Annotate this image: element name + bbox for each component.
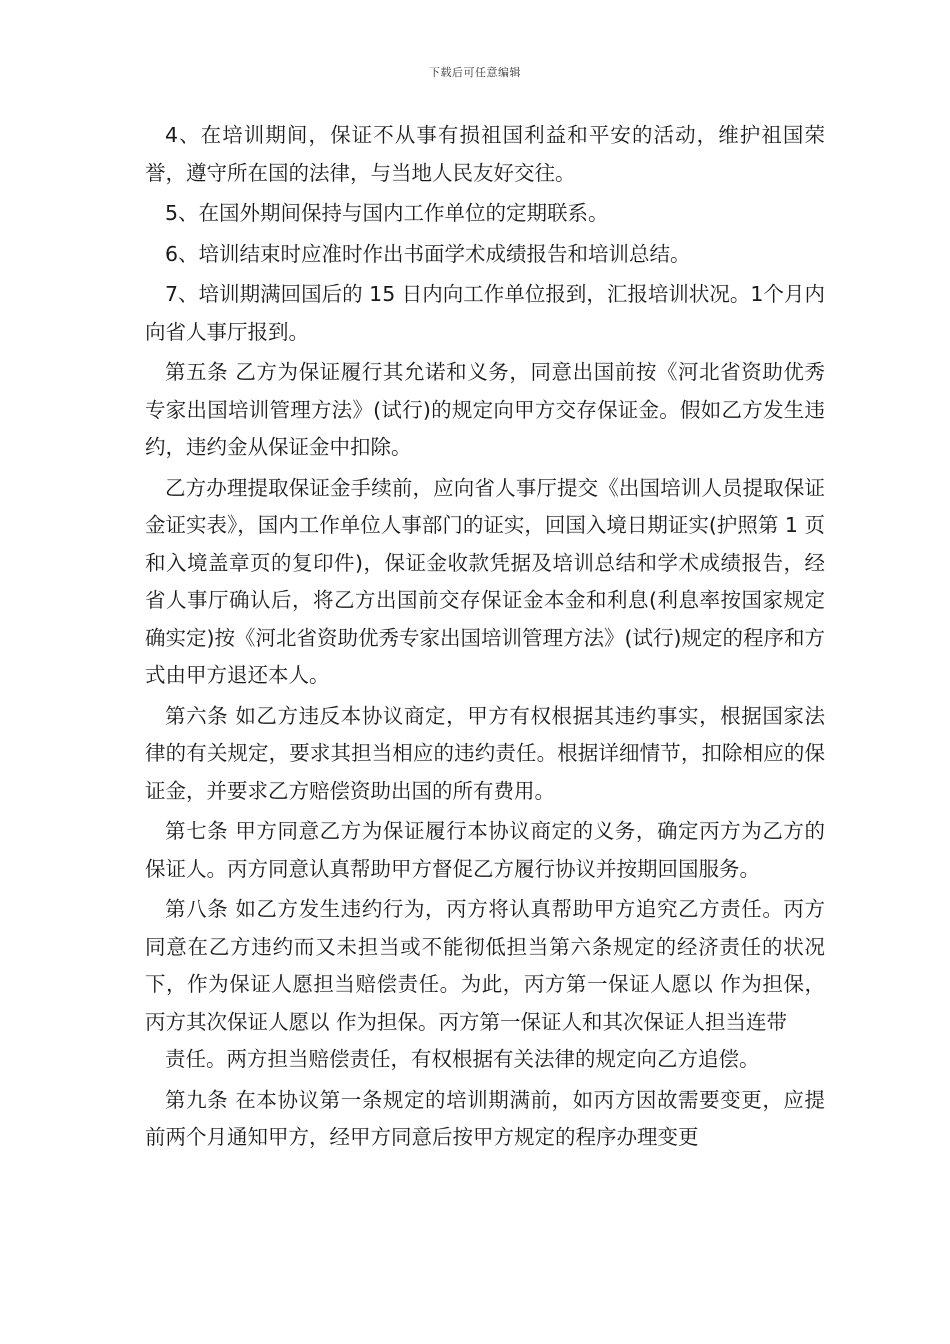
paragraph-item-5: 5、在国外期间保持与国内工作单位的定期联系。 [165,201,609,225]
paragraph-article-5: 第五条 乙方为保证履行其允诺和义务，同意出国前按《河北省资助优秀专家出国培训管理方法》(试行)的规定向甲方交存保证金。假如乙方发生违约，违约金从保证金中扣除。 [145,360,825,459]
paragraph-article-8: 第八条 如乙方发生违约行为，丙方将认真帮助甲方追究乙方责任。丙方同意在乙方违约而又未担当或不能彻低担当第六条规定的经济责任的状况下，作为保证人愿担当赔偿责任。为此，丙方第一保证人愿以 作为担保，丙方其次保证人愿以 作为担保。丙方第一保证人和其次保证人担当连带 [145,897,825,1034]
paragraph-item-7: 7、培训期满回国后的 15 日内向工作单位报到，汇报培训状况。1个月内向省人事厅报到。 [145,282,825,344]
page-header: 下载后可任意编辑 [429,66,521,79]
paragraph-item-6: 6、培训结束时应准时作出书面学术成绩报告和培训总结。 [165,241,691,266]
paragraph-item-4: 4、在培训期间，保证不从事有损祖国利益和平安的活动，维护祖国荣誉，遵守所在国的法律，与当地人民友好交往。 [145,123,825,185]
paragraph-article-8-continued: 责任。两方担当赔偿责任，有权根据有关法律的规定向乙方追偿。 [165,1047,760,1071]
paragraph-deposit-withdrawal: 乙方办理提取保证金手续前，应向省人事厅提交《出国培训人员提取保证金证实表》，国内工作单位人事部门的证实，回国入境日期证实(护照第 1 页和入境盖章页的复印件)，保证金收款凭据及培训总结和学术成绩报告，经省人事厅确认后，将乙方出国前交存保证金本金和利息(利息率按国家规定确实定)按《河北省资助优秀专家出国培训管理方法》(试行)规定的程序和方式由甲方退还本人。 [145,475,825,687]
paragraph-article-7: 第七条 甲方同意乙方为保证履行本协议商定的义务，确定丙方为乙方的保证人。丙方同意认真帮助甲方督促乙方履行协议并按期回国服务。 [145,819,825,881]
document-body [145,117,825,1160]
paragraph-article-6: 第六条 如乙方违反本协议商定，甲方有权根据其违约事实，根据国家法律的有关规定，要求其担当相应的违约责任。根据详细情节，扣除相应的保证金，并要求乙方赔偿资助出国的所有费用。 [145,703,825,803]
paragraph-article-9: 第九条 在本协议第一条规定的培训期满前，如丙方因故需要变更，应提前两个月通知甲方，经甲方同意后按甲方规定的程序办理变更 [145,1087,825,1149]
